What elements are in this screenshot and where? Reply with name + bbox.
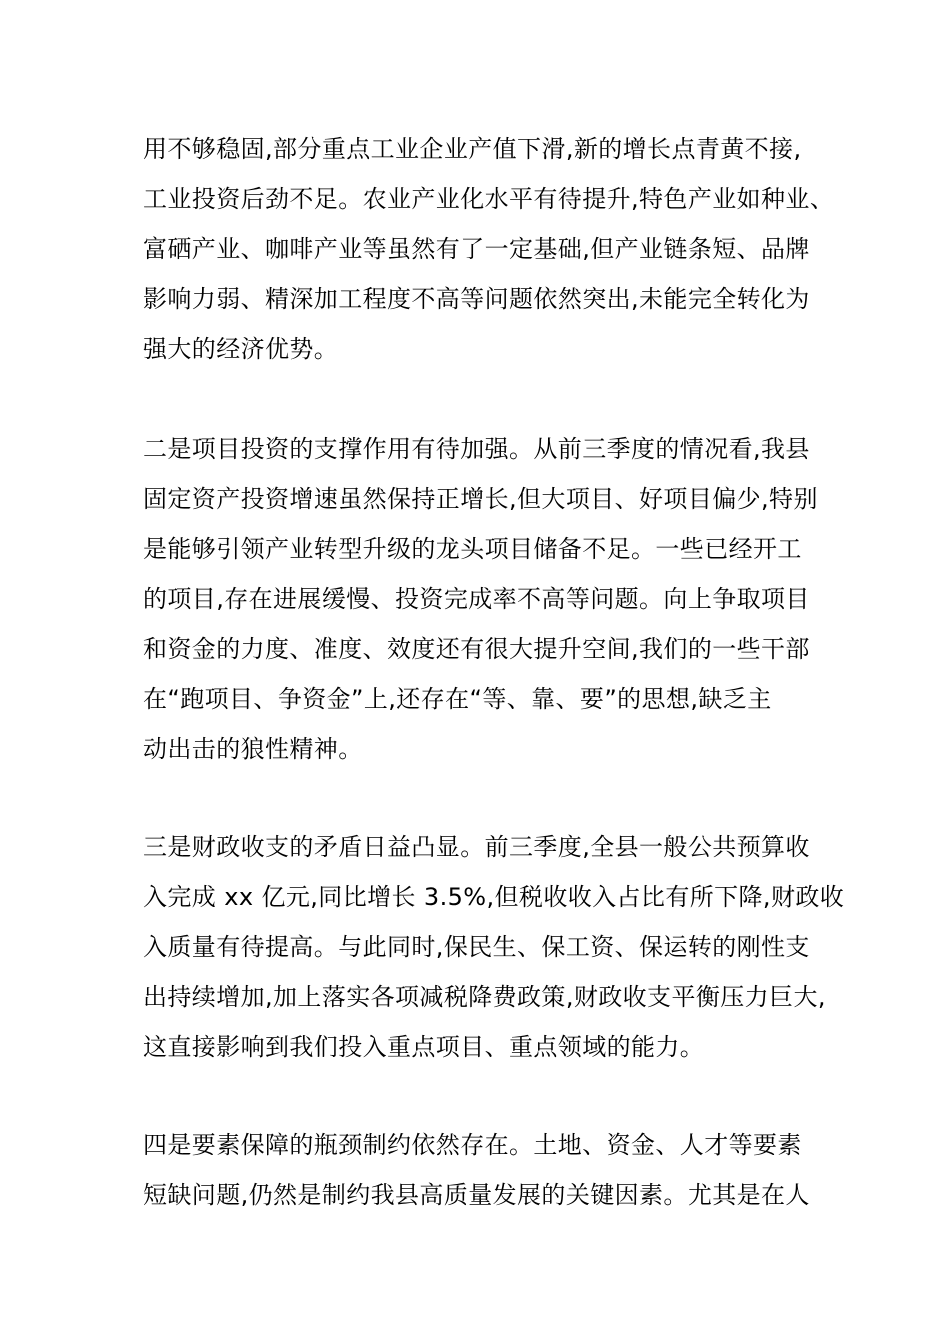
text-line: 入质量有待提高。与此同时,保民生、保工资、保运转的刚性支 bbox=[143, 933, 810, 961]
text-line: 强大的经济优势。 bbox=[143, 335, 339, 363]
paragraph-fiscal-pressure bbox=[143, 822, 845, 1072]
text-line: 入完成 xx 亿元,同比增长 3.5%,但税收收入占比有所下降,财政收 bbox=[143, 883, 845, 911]
text-line: 四是要素保障的瓶颈制约依然存在。土地、资金、人才等要素 bbox=[143, 1131, 802, 1159]
text-line: 影响力弱、精深加工程度不高等问题依然突出,未能完全转化为 bbox=[143, 285, 810, 313]
text-line: 工业投资后劲不足。农业产业化水平有待提升,特色产业如种业、 bbox=[143, 185, 835, 213]
text-line: 动出击的狼性精神。 bbox=[143, 735, 363, 763]
text-line: 这直接影响到我们投入重点项目、重点领域的能力。 bbox=[143, 1033, 705, 1061]
paragraph-factor-constraints bbox=[143, 1120, 813, 1220]
text-line: 的项目,存在进展缓慢、投资完成率不高等问题。向上争取项目 bbox=[143, 585, 810, 613]
text-line: 用不够稳固,部分重点工业企业产值下滑,新的增长点青黄不接, bbox=[143, 135, 802, 163]
text-line: 三是财政收支的矛盾日益凸显。前三季度,全县一般公共预算收 bbox=[143, 833, 810, 861]
paragraph-industry-weakness bbox=[143, 124, 835, 374]
text-line: 固定资产投资增速虽然保持正增长,但大项目、好项目偏少,特别 bbox=[143, 485, 818, 513]
text-line: 富硒产业、咖啡产业等虽然有了一定基础,但产业链条短、品牌 bbox=[143, 235, 810, 263]
text-line: 和资金的力度、准度、效度还有很大提升空间,我们的一些干部 bbox=[143, 635, 810, 663]
text-line: 在“跑项目、争资金”上,还存在“等、靠、要”的思想,缺乏主 bbox=[143, 685, 772, 713]
text-line: 短缺问题,仍然是制约我县高质量发展的关键因素。尤其是在人 bbox=[143, 1181, 810, 1209]
paragraph-project-investment bbox=[143, 424, 818, 774]
text-line: 出持续增加,加上落实各项减税降费政策,财政收支平衡压力巨大, bbox=[143, 983, 826, 1011]
text-line: 是能够引领产业转型升级的龙头项目储备不足。一些已经开工 bbox=[143, 535, 802, 563]
text-line: 二是项目投资的支撑作用有待加强。从前三季度的情况看,我县 bbox=[143, 435, 810, 463]
